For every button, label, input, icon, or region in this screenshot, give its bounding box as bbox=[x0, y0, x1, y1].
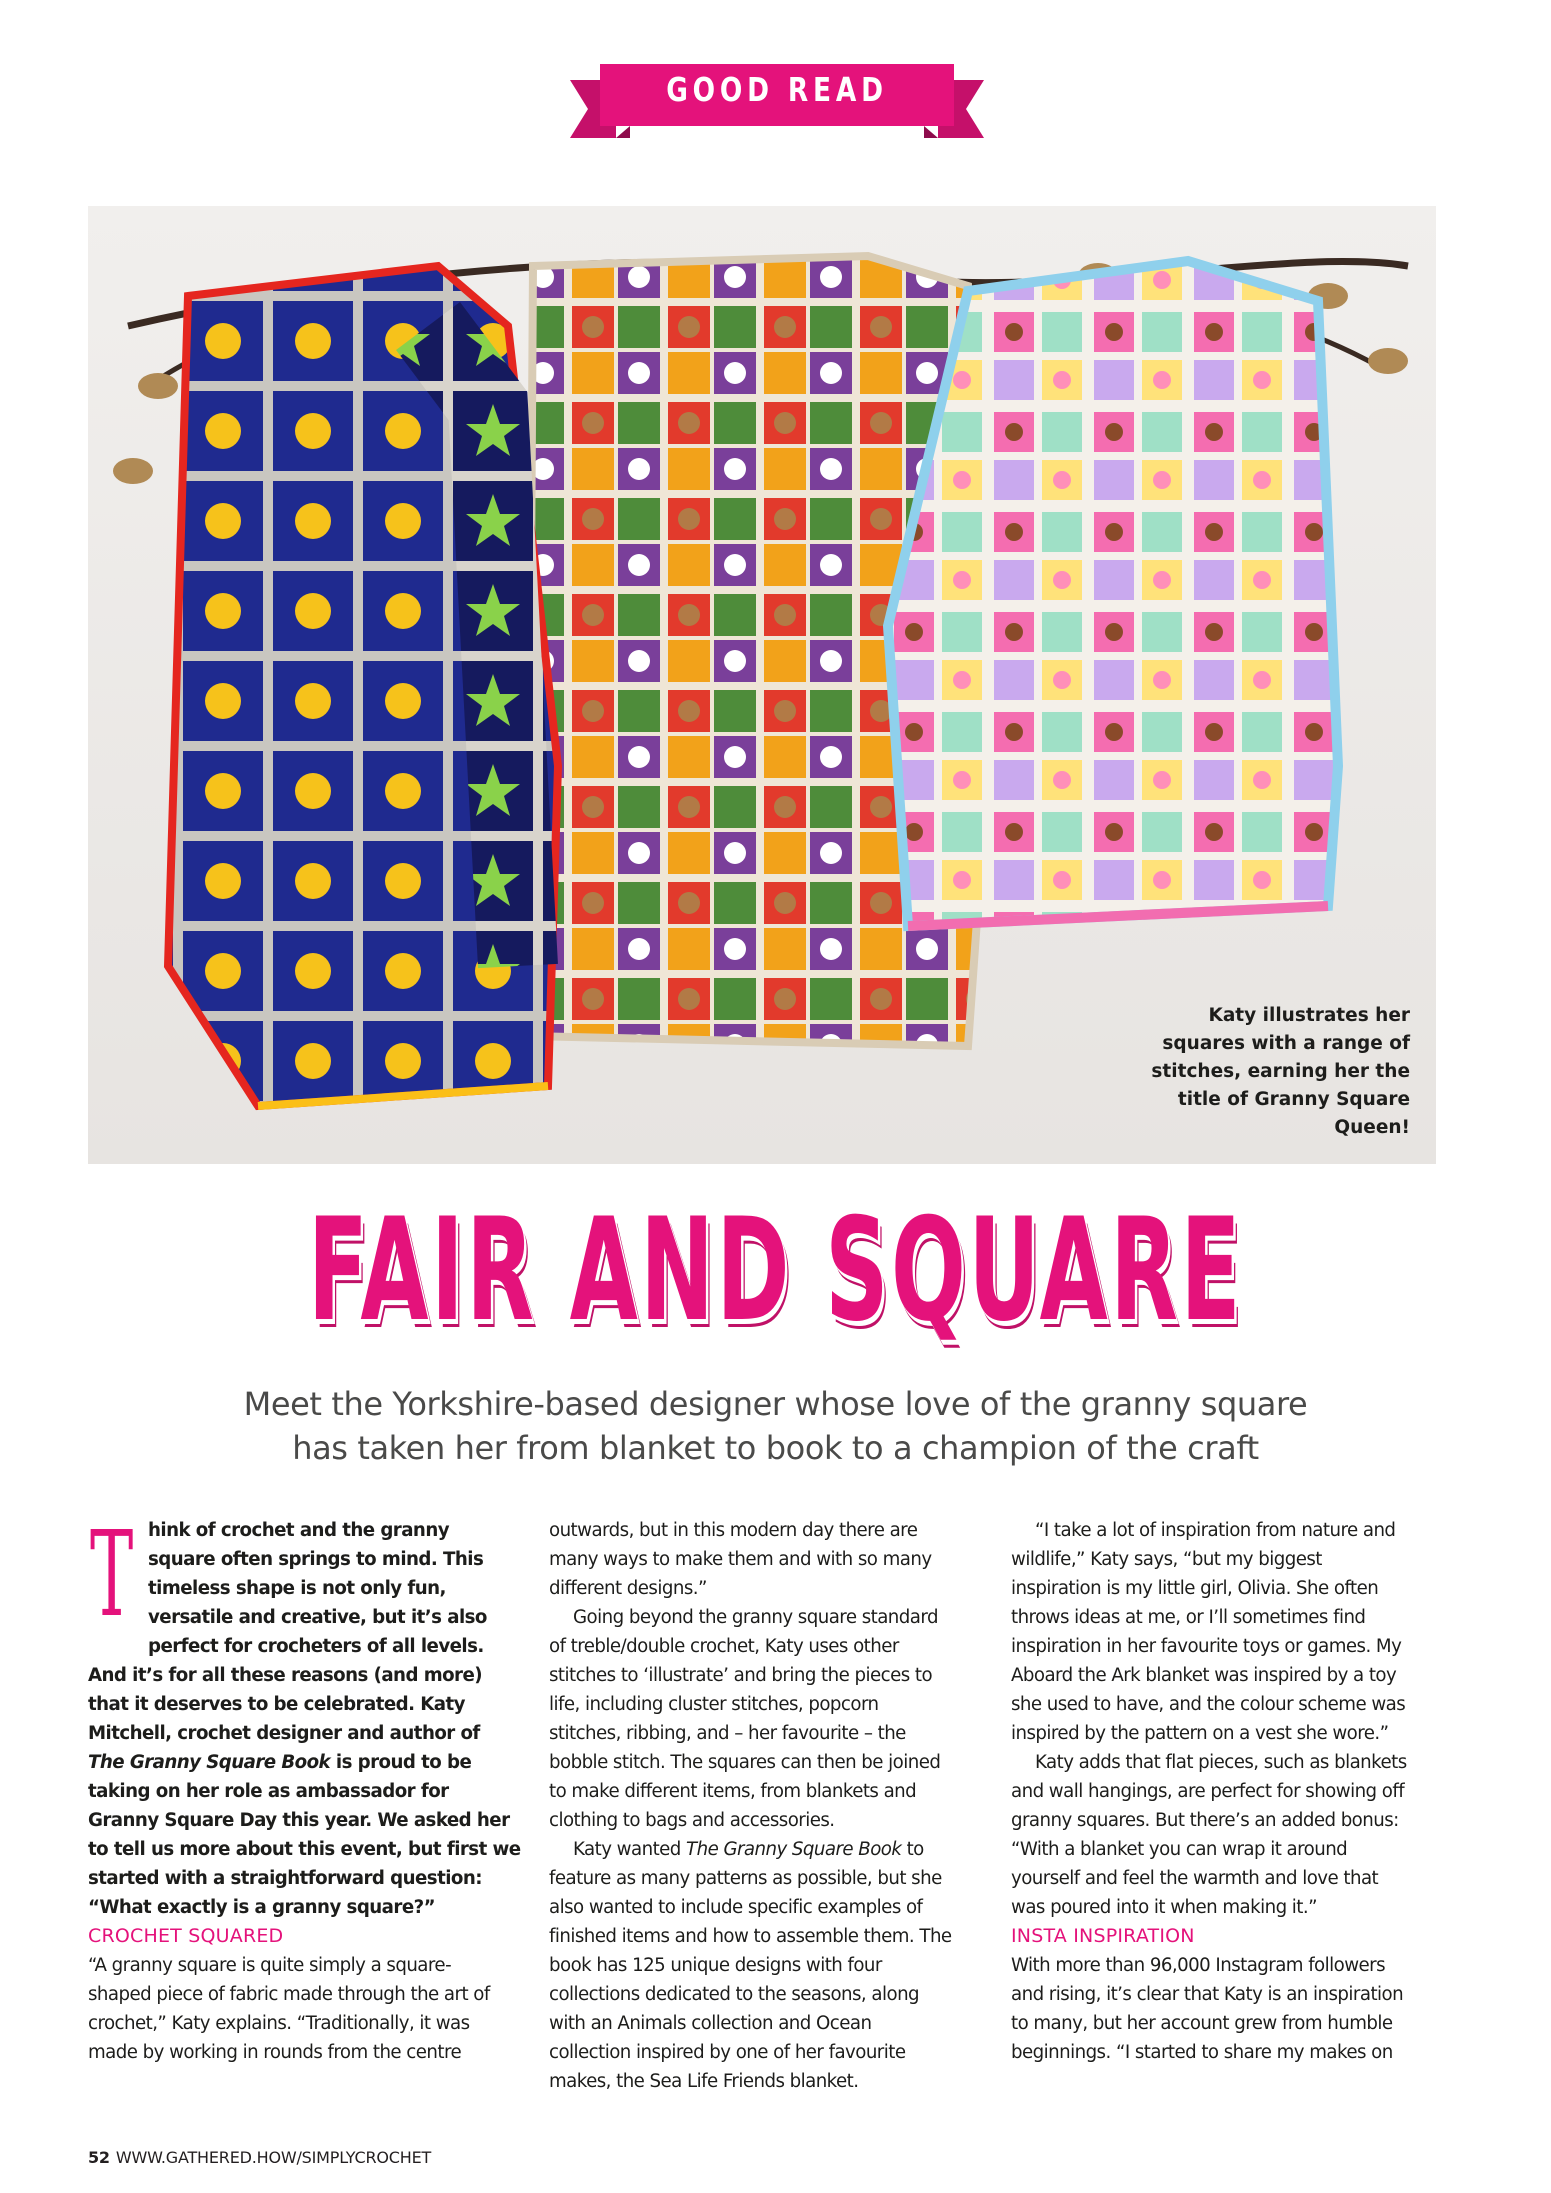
body-paragraph bbox=[549, 1603, 995, 1835]
text-line: and wall hangings, are perfect for showing off bbox=[1011, 1781, 1405, 1802]
text-run: is proud to be bbox=[330, 1752, 472, 1773]
text-line: book has 125 unique designs with four bbox=[549, 1955, 882, 1976]
text-line bbox=[549, 1835, 995, 1864]
text-line: inspired by the pattern on a vest she wore.” bbox=[1011, 1723, 1389, 1744]
text-line: to tell us more about this event, but first we bbox=[88, 1839, 521, 1860]
text-line: finished items and how to assemble them. The bbox=[549, 1926, 952, 1947]
text-line: of treble/double crochet, Katy uses other bbox=[549, 1636, 899, 1657]
text-line: hink of crochet and the granny bbox=[148, 1520, 450, 1541]
text-line: timeless shape is not only fun, bbox=[148, 1578, 446, 1599]
drop-cap: T bbox=[90, 1505, 133, 1643]
body-paragraph bbox=[88, 1951, 528, 2067]
text-line: many ways to make them and with so many bbox=[549, 1549, 932, 1570]
text-line: also wanted to include specific examples of bbox=[549, 1897, 923, 1918]
body-paragraph bbox=[1011, 1951, 1451, 2067]
book-title: The Granny Square Book bbox=[686, 1839, 902, 1860]
text-line: collections dedicated to the seasons, along bbox=[549, 1984, 920, 2005]
text-line: With more than 96,000 Instagram followers bbox=[1011, 1955, 1386, 1976]
text-line: life, including cluster stitches, popcorn bbox=[549, 1694, 879, 1715]
text-line: makes, the Sea Life Friends blanket. bbox=[549, 2071, 859, 2092]
text-line: she used to have, and the colour scheme was bbox=[1011, 1694, 1406, 1715]
subheading: CROCHET SQUARED bbox=[88, 1925, 284, 1947]
text-line: Going beyond the granny square standard bbox=[573, 1607, 938, 1628]
text-line: to many, but her account grew from humble bbox=[1011, 2013, 1393, 2034]
text-line: shaped piece of fabric made through the art of bbox=[88, 1984, 490, 2005]
text-line: “With a blanket you can wrap it around bbox=[1011, 1839, 1348, 1860]
text-line: with an Animals collection and Ocean bbox=[549, 2013, 872, 2034]
photo-caption: Katy illustrates her squares with a range of stitches, earning her the title of Granny Square Queen! bbox=[1151, 1005, 1410, 1138]
text-line bbox=[88, 1748, 528, 1777]
section-label: GOOD READ bbox=[666, 70, 888, 109]
body-column-2 bbox=[549, 1516, 995, 2096]
text-line: collection inspired by one of her favourite bbox=[549, 2042, 906, 2063]
text-line: Aboard the Ark blanket was inspired by a toy bbox=[1011, 1665, 1397, 1686]
subheading: INSTA INSPIRATION bbox=[1011, 1925, 1195, 1947]
intro-paragraph bbox=[88, 1505, 528, 1922]
text-line: that it deserves to be celebrated. Katy bbox=[88, 1694, 465, 1715]
text-line: and rising, it’s clear that Katy is an inspiration bbox=[1011, 1984, 1404, 2005]
text-line: feature as many patterns as possible, but she bbox=[549, 1868, 942, 1889]
text-line: different designs.” bbox=[549, 1578, 707, 1599]
text-line: throws ideas at me, or I’ll sometimes find bbox=[1011, 1607, 1366, 1628]
text-line: inspiration in her favourite toys or games. My bbox=[1011, 1636, 1402, 1657]
section-banner bbox=[570, 58, 984, 144]
article-headline: FAIR AND SQUARE bbox=[307, 1188, 1244, 1353]
standfirst-line: Meet the Yorkshire-based designer whose love of the granny square bbox=[243, 1385, 1308, 1423]
text-line: clothing to bags and accessories. bbox=[549, 1810, 835, 1831]
body-paragraph bbox=[549, 1516, 995, 1603]
body-paragraph bbox=[1011, 1748, 1451, 1922]
body-paragraph bbox=[1011, 1516, 1451, 1748]
text-line: square often springs to mind. This bbox=[148, 1549, 484, 1570]
body-column-1 bbox=[88, 1505, 528, 2067]
text-line: “A granny square is quite simply a square- bbox=[88, 1955, 452, 1976]
text-line: granny squares. But there’s an added bonus: bbox=[1011, 1810, 1399, 1831]
article-standfirst bbox=[180, 1382, 1371, 1470]
text-line: versatile and creative, but it’s also bbox=[148, 1607, 487, 1628]
text-line: was poured into it when making it.” bbox=[1011, 1897, 1317, 1918]
text-line: inspiration is my little girl, Olivia. She often bbox=[1011, 1578, 1379, 1599]
text-line: crochet,” Katy explains. “Traditionally, it was bbox=[88, 2013, 470, 2034]
text-line: stitches to ‘illustrate’ and bring the pieces to bbox=[549, 1665, 933, 1686]
text-line: Katy adds that flat pieces, such as blankets bbox=[1035, 1752, 1407, 1773]
text-line: And it’s for all these reasons (and more) bbox=[88, 1665, 483, 1686]
text-line: to make different items, from blankets and bbox=[549, 1781, 917, 1802]
page-number: 52 bbox=[88, 2148, 110, 2167]
text-line: “I take a lot of inspiration from nature and bbox=[1035, 1520, 1396, 1541]
hero-photo bbox=[88, 206, 1436, 1164]
book-title: The Granny Square Book bbox=[88, 1752, 331, 1773]
text-line: taking on her role as ambassador for bbox=[88, 1781, 449, 1802]
text-line: Granny Square Day this year. We asked her bbox=[88, 1810, 510, 1831]
text-line: started with a straightforward question: bbox=[88, 1868, 482, 1889]
standfirst-line: has taken her from blanket to book to a champion of the craft bbox=[292, 1429, 1259, 1467]
text-line: wildlife,” Katy says, “but my biggest bbox=[1011, 1549, 1322, 1570]
text-line: outwards, but in this modern day there are bbox=[549, 1520, 918, 1541]
text-line: perfect for crocheters of all levels. bbox=[148, 1636, 484, 1657]
text-line: Mitchell, crochet designer and author of bbox=[88, 1723, 480, 1744]
body-column-3 bbox=[1011, 1516, 1451, 2067]
page-footer bbox=[88, 2148, 431, 2167]
text-run: Katy wanted bbox=[573, 1839, 687, 1860]
text-line: bobble stitch. The squares can then be joined bbox=[549, 1752, 941, 1773]
text-line: beginnings. “I started to share my makes on bbox=[1011, 2042, 1393, 2063]
text-line: yourself and feel the warmth and love that bbox=[1011, 1868, 1379, 1889]
text-line: stitches, ribbing, and – her favourite – the bbox=[549, 1723, 906, 1744]
text-line: made by working in rounds from the centre bbox=[88, 2042, 462, 2063]
text-run: to bbox=[901, 1839, 924, 1860]
footer-url: WWW.GATHERED.HOW/SIMPLYCROCHET bbox=[115, 2148, 432, 2167]
text-line: “What exactly is a granny square?” bbox=[88, 1897, 436, 1918]
body-paragraph bbox=[549, 1835, 995, 2096]
